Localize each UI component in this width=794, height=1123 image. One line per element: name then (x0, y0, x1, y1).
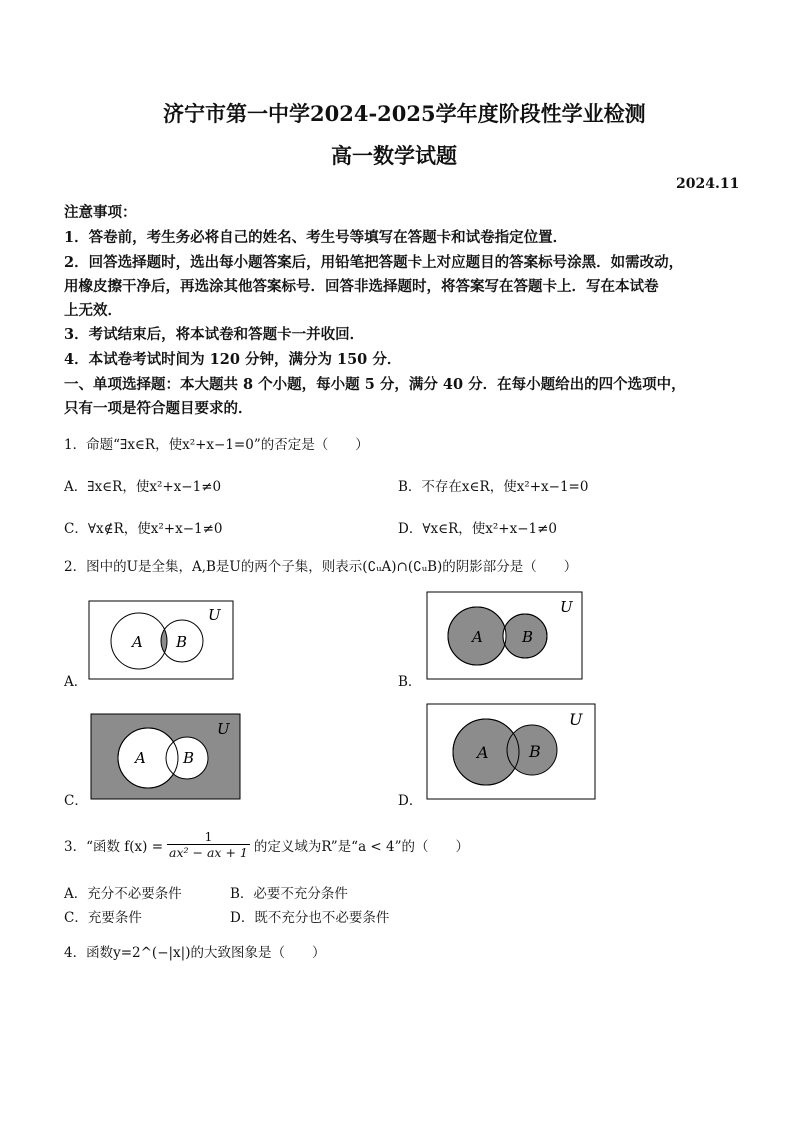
venn-c-label-b: B (183, 749, 195, 767)
notice-item-4: 4．本试卷考试时间为 120 分钟，满分为 150 分． (64, 351, 402, 368)
q3-option-d: D．既不充分也不必要条件 (230, 910, 390, 926)
q3-option-a: A．充分不必要条件 (64, 886, 182, 902)
venn-d-label-a: A (477, 743, 489, 762)
q2-option-c-label: C． (64, 793, 88, 809)
q3-fraction-denominator: ax² − ax + 1 (169, 845, 248, 860)
section-1-line-1: 一、单项选择题：本大题共 8 个小题，每小题 5 分，满分 40 分．在每小题给出的四个选项中， (64, 376, 686, 393)
venn-diagram-c (90, 713, 241, 800)
q3-option-b: B．必要不充分条件 (230, 886, 348, 902)
q4-stem: 4．函数y=2^(−|x|)的大致图象是（ ） (64, 945, 326, 961)
notice-item-2-line-3: 上无效． (64, 302, 122, 319)
venn-a-label-b: B (176, 633, 188, 651)
exam-date: 2024.11 (676, 176, 740, 192)
exam-subtitle: 高一数学试题 (331, 143, 457, 168)
q1-option-a: A．∃x∈R，使x²+x−1≠0 (64, 479, 222, 495)
venn-c-label-u: U (217, 720, 230, 738)
q3-fraction (167, 829, 250, 860)
venn-a-label-u: U (208, 606, 221, 624)
venn-diagram-b (426, 591, 583, 680)
q2-option-d-label: D． (398, 793, 423, 809)
q3-option-c: C．充要条件 (64, 910, 142, 926)
exam-title: 济宁市第一中学2024-2025学年度阶段性学业检测 (163, 101, 646, 126)
q3-fraction-numerator: 1 (204, 829, 213, 844)
notice-item-2-line-2: 用橡皮擦干净后，再选涂其他答案标号．回答非选择题时，将答案写在答题卡上．写在本试卷 (64, 278, 659, 295)
venn-diagram-a (88, 600, 234, 680)
venn-d-label-b: B (529, 742, 541, 761)
q1-option-b: B．不存在x∈R，使x²+x−1=0 (398, 479, 589, 495)
venn-b-label-a: A (472, 628, 483, 646)
notice-heading: 注意事项： (64, 204, 137, 221)
q3-stem (64, 829, 469, 860)
q3-stem-pre: 3．“函数 f(x) = (64, 838, 164, 855)
section-1-line-2: 只有一项是符合题目要求的． (64, 400, 253, 417)
q1-option-c: C．∀x∉R，使x²+x−1≠0 (64, 521, 223, 537)
q2-option-a-label: A． (64, 674, 88, 690)
q3-stem-post: 的定义域为R”是“a < 4”的（ ） (253, 838, 470, 855)
q1-stem: 1．命题“∃x∈R，使x²+x−1=0”的否定是（ ） (64, 437, 369, 453)
q2-option-b-label: B． (398, 674, 422, 690)
venn-diagram-d (426, 703, 596, 800)
venn-a-label-a: A (132, 633, 143, 651)
q1-option-d: D．∀x∈R，使x²+x−1≠0 (398, 521, 557, 537)
q2-stem: 2．图中的U是全集，A,B是U的两个子集，则表示(∁ᵤA)∩(∁ᵤB)的阴影部分是（ ） (64, 559, 578, 575)
venn-c-label-a: A (135, 749, 146, 767)
notice-item-1: 1．答卷前，考生务必将自己的姓名、考生号等填写在答题卡和试卷指定位置． (64, 229, 568, 246)
notice-item-3: 3．考试结束后，将本试卷和答题卡一并收回． (64, 326, 365, 343)
venn-b-label-b: B (522, 628, 534, 646)
venn-b-label-u: U (560, 598, 573, 616)
notice-item-2-line-1: 2．回答选择题时，选出每小题答案后，用铅笔把答题卡上对应题目的答案标号涂黑．如需改动， (64, 254, 684, 271)
venn-d-label-u: U (569, 710, 583, 729)
